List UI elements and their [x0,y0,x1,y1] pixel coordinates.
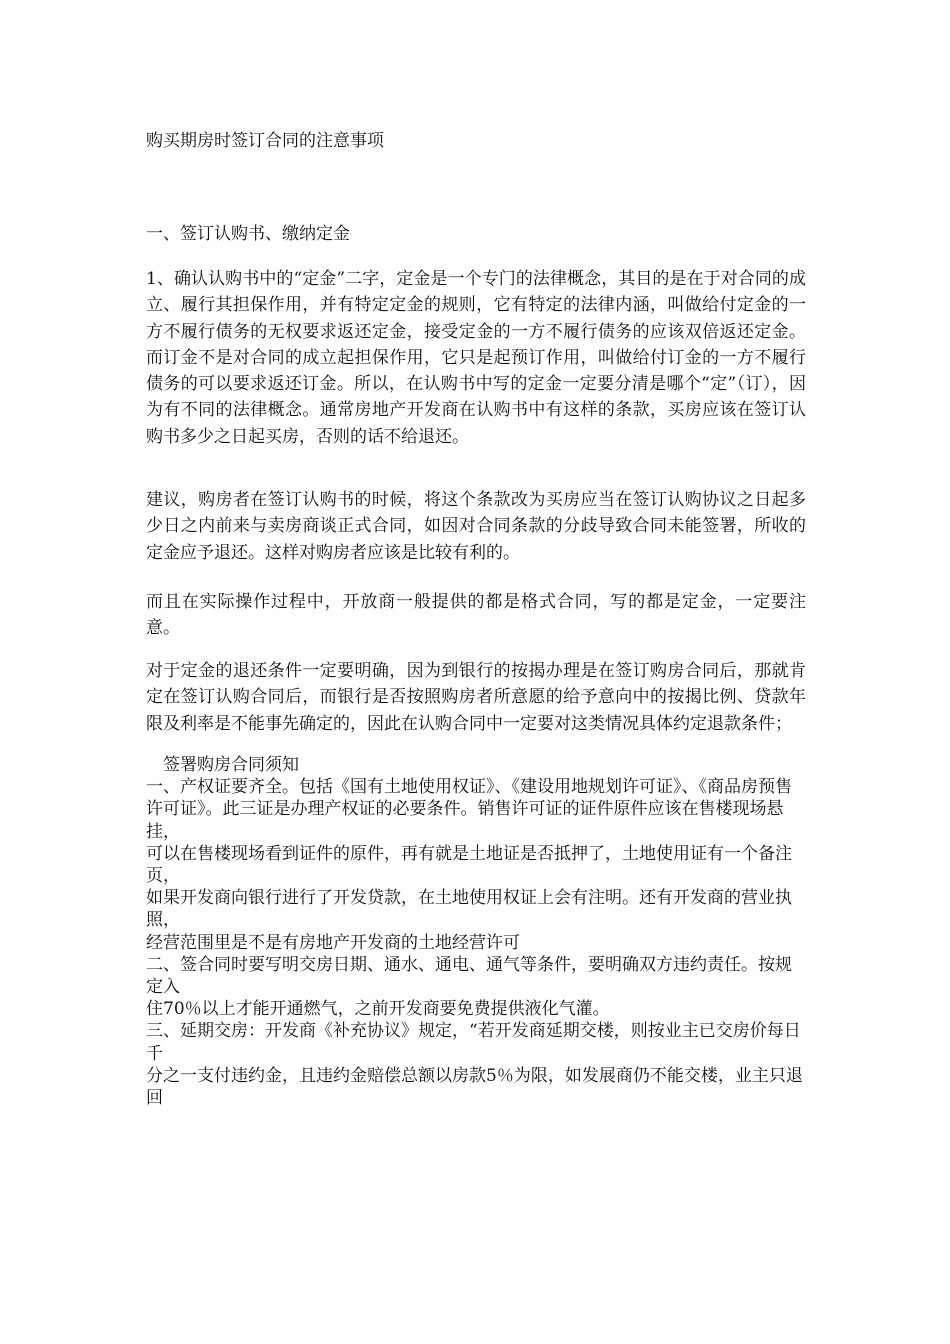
paragraph-refund-conditions: 对于定金的退还条件一定要明确，因为到银行的按揭办理是在签订购房合同后，那就肯定在签订认购合同后，而银行是否按照购房者所意愿的给予意向中的按揭比例、贷款年限及利率是不能事先确定的，因此在认购合同中一定要对这类情况具体约定退款条件； [146,661,806,734]
contract-note-line: 可以在售楼现场看到证件的原件，再有就是土地证是否抵押了，土地使用证有一个备注页， [146,843,792,887]
section-heading-contract: 签署购房合同须知 [163,755,299,775]
section-heading-deposit: 一、签订认购书、缴纳定金 [146,224,350,244]
contract-note-line: 许可证》。此三证是办理产权证的必要条件。销售许可证的证件原件应该在售楼现场悬挂， [146,799,784,842]
contract-notes [146,754,806,1109]
contract-note-line: 分之一支付违约金，且违约金赔偿总额以房款5％为限，如发展商仍不能交楼，业主只退回 [146,1065,803,1109]
contract-note-line: 二、签合同时要写明交房日期、通水、通电、通气等条件，要明确双方违约责任。按规定入 [146,954,792,998]
contract-note-line: 一、产权证要齐全。包括《国有土地使用权证》、《建设用地规划许可证》、《商品房预售 [146,777,792,798]
paragraph-format-contract: 而且在实际操作过程中，开放商一般提供的都是格式合同，写的都是定金，一定要注意。 [146,592,806,639]
contract-note-line: 如果开发商向银行进行了开发贷款，在土地使用权证上会有注明。还有开发商的营业执照， [146,888,792,931]
document-page [146,0,806,1344]
paragraph-suggestion: 建议，购房者在签订认购书的时候，将这个条款改为买房应当在签订认购协议之日起多少日之内前来与卖房商谈正式合同，如因对合同条款的分歧导致合同未能签署，所收的定金应予退还。这样对购房者应该是比较有利的。 [146,490,806,563]
document-title: 购买期房时签订合同的注意事项 [146,131,384,151]
contract-note-line: 三、延期交房：开发商《补充协议》规定，“若开发商延期交楼，则按业主已交房价每日千 [146,1021,801,1064]
contract-note-line: 经营范围里是不是有房地产开发商的土地经营许可 [146,932,520,953]
contract-note-line: 住70％以上才能开通燃气，之前开发商要免费提供液化气灌。 [146,999,610,1020]
paragraph-deposit-definition: 1、确认认购书中的“定金”二字，定金是一个专门的法律概念，其目的是在于对合同的成立、履行其担保作用，并有特定定金的规则，它有特定的法律内涵，叫做给付定金的一方不履行债务的无权要求返还定金，接受定金的一方不履行债务的应该双倍返还定金。而订金不是对合同的成立起担保作用，它只是起预订作用，叫做给付订金的一方不履行债务的可以要求返还订金。所以，在认购书中写的定金一定要分清是哪个“定”（订），因为有不同的法律概念。通常房地产开发商在认购书中有这样的条款，买房应该在签订认购书多少之日起买房，否则的话不给退还。 [146,269,806,447]
